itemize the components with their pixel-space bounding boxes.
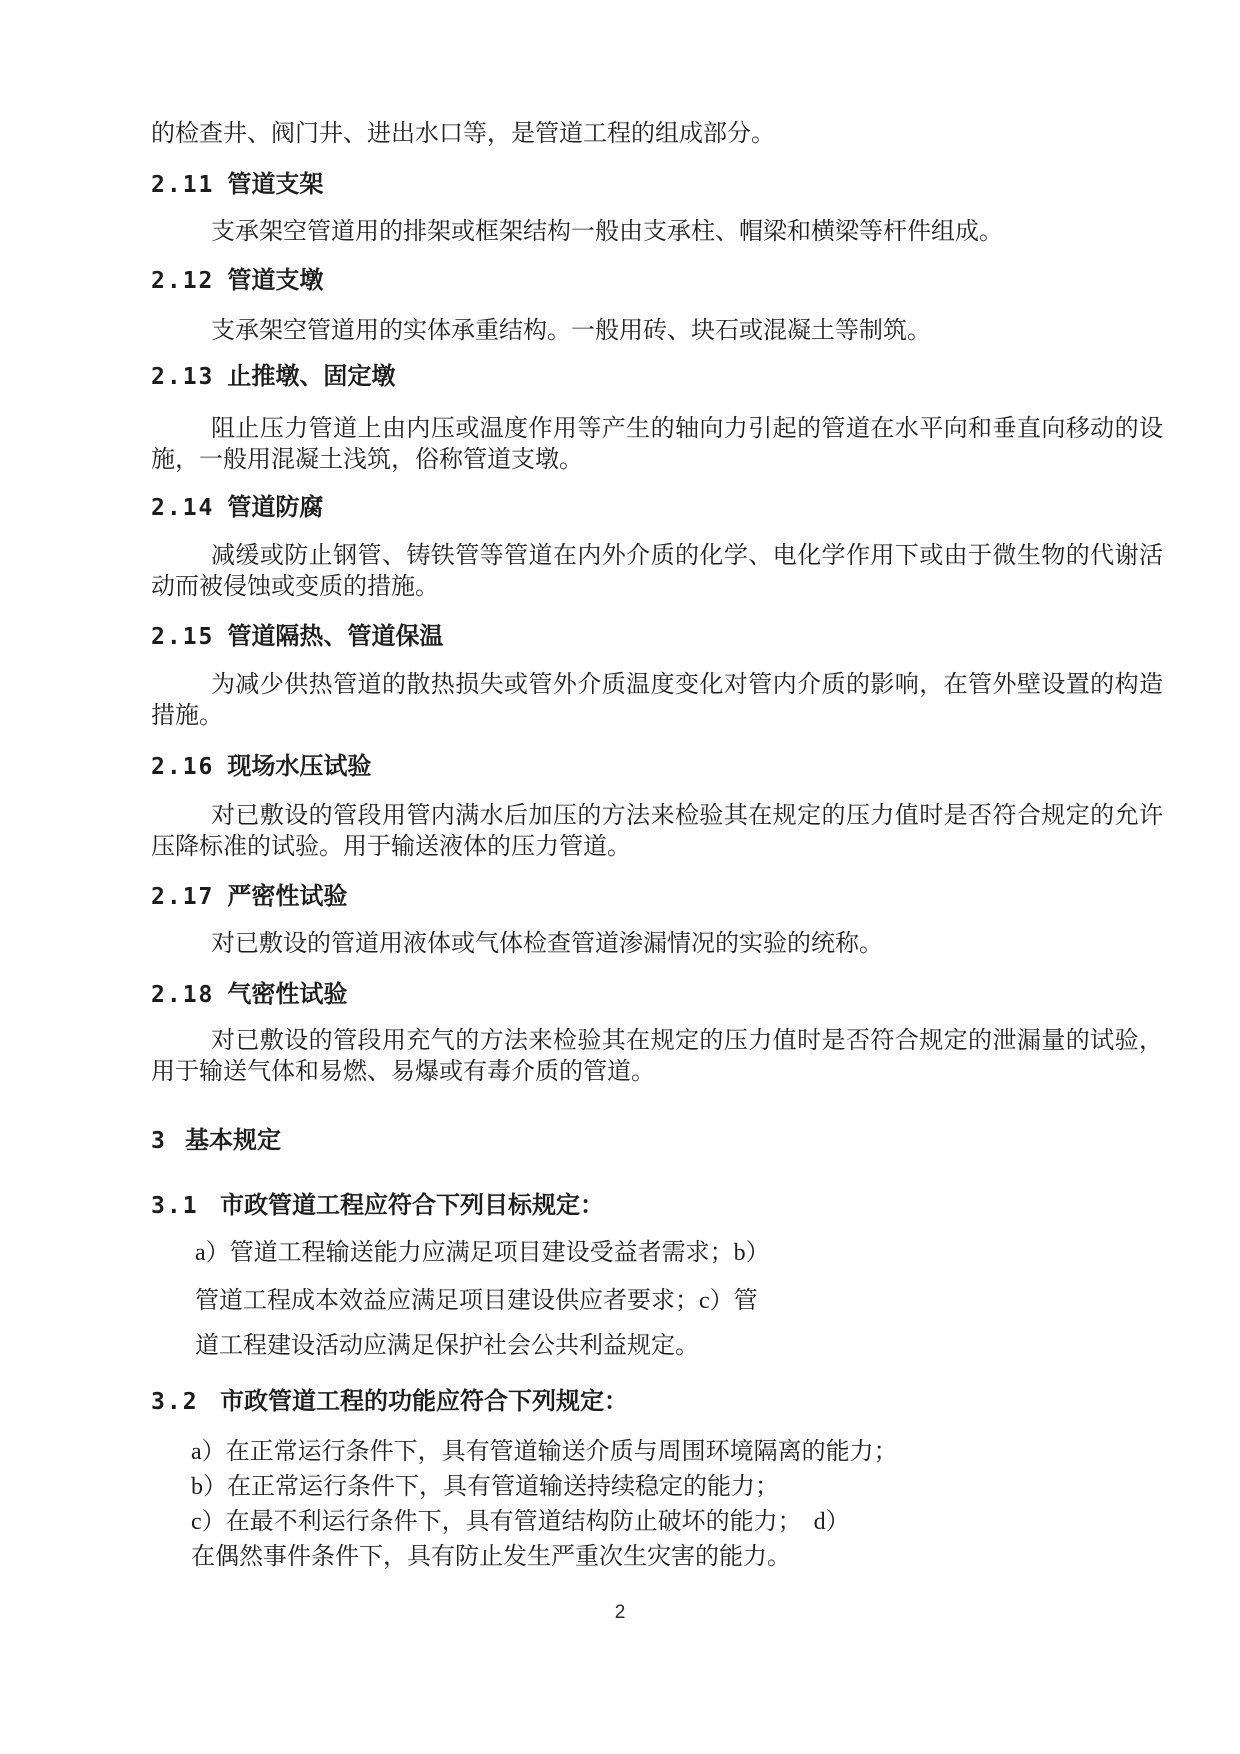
section-title: 严密性试验: [227, 883, 348, 910]
clause-title: 市政管道工程应符合下列目标规定：: [220, 1192, 604, 1219]
section-number: 2.18: [151, 982, 215, 1008]
section-heading-2-17: [151, 881, 1163, 913]
section-title: 管道支架: [227, 171, 324, 198]
section-number: 2.12: [151, 268, 215, 294]
clause-3-1-line: 管道工程成本效益应满足项目建设供应者要求；c）管: [195, 1288, 758, 1314]
intro-continuation-paragraph: 的检查井、阀门井、进出水口等，是管道工程的组成部分。: [151, 121, 775, 147]
chapter-number: 3: [151, 1128, 167, 1154]
section-heading-2-12: [151, 265, 1163, 297]
section-heading-2-14: [151, 492, 1163, 524]
clause-heading-3-1: [151, 1190, 1163, 1222]
clause-3-2-line: c）在最不利运行条件下，具有管道结构防止破坏的能力； d）: [191, 1509, 850, 1535]
section-number: 2.14: [151, 495, 215, 521]
section-title: 止推墩、固定墩: [227, 363, 396, 390]
clause-heading-3-2: [151, 1386, 1163, 1418]
page-number: 2: [614, 1602, 626, 1623]
clause-3-2-line: 在偶然事件条件下，具有防止发生严重次生灾害的能力。: [191, 1544, 791, 1570]
section-body-2-18: 对已敷设的管段用充气的方法来检验其在规定的压力值时是否符合规定的泄漏量的试验，用于输送气体和易燃、易爆或有毒介质的管道。: [151, 1028, 1163, 1085]
section-title: 管道支墩: [227, 267, 324, 294]
clause-title: 市政管道工程的功能应符合下列规定：: [220, 1388, 628, 1415]
section-number: 2.17: [151, 884, 215, 910]
section-body-2-13: 阻止压力管道上由内压或温度作用等产生的轴向力引起的管道在水平向和垂直向移动的设施，一般用混凝土浅筑，俗称管道支墩。: [151, 416, 1163, 473]
clause-3-1-line: 道工程建设活动应满足保护社会公共利益规定。: [195, 1333, 699, 1359]
clause-3-2-line: b）在正常运行条件下，具有管道输送持续稳定的能力；: [191, 1474, 779, 1500]
section-number: 2.16: [151, 754, 215, 780]
section-heading-2-13: [151, 361, 1163, 393]
section-title: 现场水压试验: [227, 753, 372, 780]
section-body-2-11: 支承架空管道用的排架或框架结构一般由支承柱、帽梁和横梁等杆件组成。: [211, 219, 1003, 245]
section-title: 管道隔热、管道保温: [227, 623, 444, 650]
chapter-heading-3: [151, 1125, 1163, 1157]
section-title: 管道防腐: [227, 494, 324, 521]
clause-number: 3.2: [151, 1389, 199, 1415]
section-body-2-15: 为减少供热管道的散热损失或管外介质温度变化对管内介质的影响，在管外壁设置的构造措施。: [151, 672, 1163, 729]
section-heading-2-18: [151, 979, 1163, 1011]
section-number: 2.13: [151, 364, 215, 390]
clause-3-1-line: a）管道工程输送能力应满足项目建设受益者需求；b）: [195, 1240, 770, 1266]
section-number: 2.15: [151, 624, 215, 650]
section-body-2-14: 减缓或防止钢管、铸铁管等管道在内外介质的化学、电化学作用下或由于微生物的代谢活动而被侵蚀或变质的措施。: [151, 543, 1163, 600]
section-body-2-16: 对已敷设的管段用管内满水后加压的方法来检验其在规定的压力值时是否符合规定的允许压降标准的试验。用于输送液体的压力管道。: [151, 803, 1163, 860]
section-heading-2-15: [151, 621, 1163, 653]
clause-3-2-line: a）在正常运行条件下，具有管道输送介质与周围环境隔离的能力；: [191, 1439, 898, 1465]
section-body-2-12: 支承架空管道用的实体承重结构。一般用砖、块石或混凝土等制筑。: [211, 318, 931, 344]
chapter-title: 基本规定: [185, 1127, 281, 1154]
section-heading-2-16: [151, 751, 1163, 783]
clause-number: 3.1: [151, 1193, 199, 1219]
section-heading-2-11: [151, 169, 1163, 201]
section-number: 2.11: [151, 172, 215, 198]
section-title: 气密性试验: [227, 981, 348, 1008]
section-body-2-17: 对已敷设的管道用液体或气体检查管道渗漏情况的实验的统称。: [211, 931, 883, 957]
